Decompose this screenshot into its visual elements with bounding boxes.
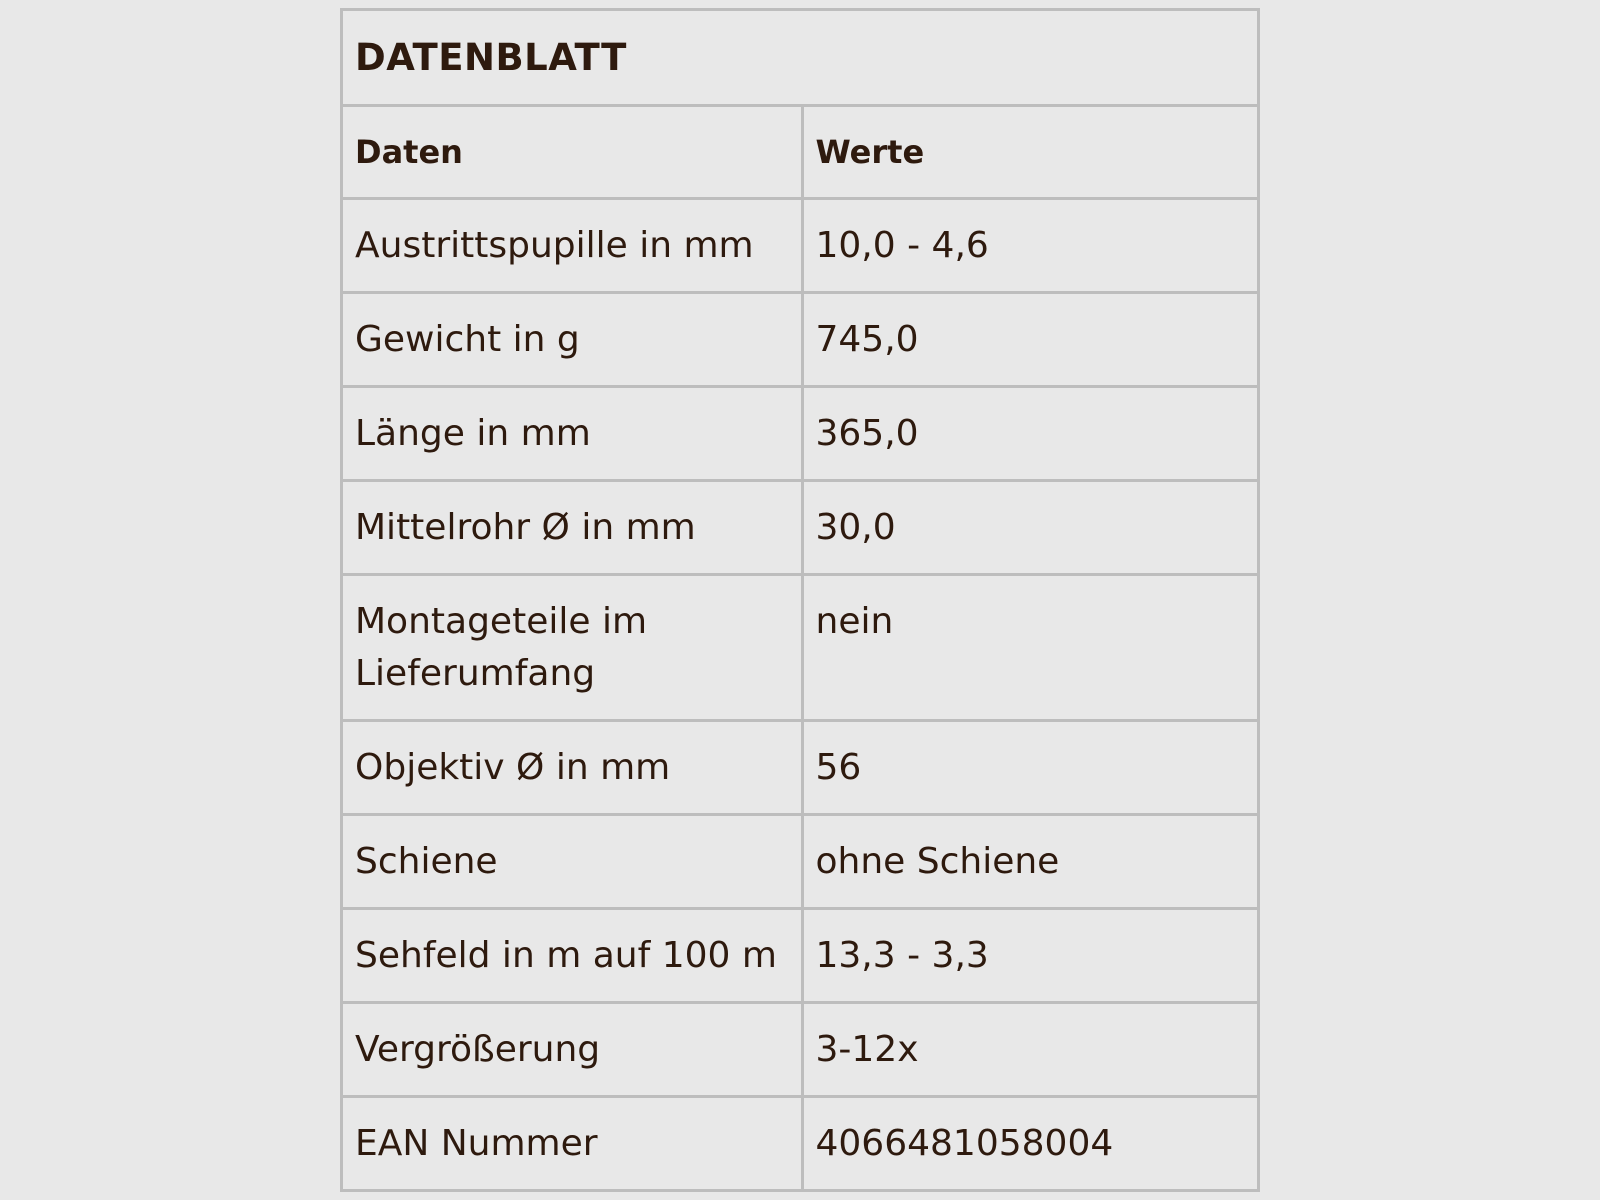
table-row xyxy=(343,198,1257,292)
datasheet-table xyxy=(343,11,1257,1189)
row-value: 56 xyxy=(802,720,1257,814)
row-label: EAN Nummer xyxy=(343,1096,802,1189)
row-value: ohne Schiene xyxy=(802,814,1257,908)
row-label: Mittelrohr Ø in mm xyxy=(343,480,802,574)
table-row xyxy=(343,1002,1257,1096)
row-value: 4066481058004 xyxy=(802,1096,1257,1189)
datasheet-table-container xyxy=(340,8,1260,1192)
row-label: Gewicht in g xyxy=(343,292,802,386)
row-value: 30,0 xyxy=(802,480,1257,574)
table-row xyxy=(343,720,1257,814)
table-row xyxy=(343,292,1257,386)
table-row xyxy=(343,386,1257,480)
row-label: Montageteile im Lieferumfang xyxy=(343,574,802,720)
title-row xyxy=(343,11,1257,105)
row-value: 745,0 xyxy=(802,292,1257,386)
row-value: 13,3 - 3,3 xyxy=(802,908,1257,1002)
table-row xyxy=(343,1096,1257,1189)
row-value: 10,0 - 4,6 xyxy=(802,198,1257,292)
header-row xyxy=(343,105,1257,198)
datasheet-title: DATENBLATT xyxy=(343,11,1257,105)
table-row xyxy=(343,814,1257,908)
row-value: 365,0 xyxy=(802,386,1257,480)
table-row xyxy=(343,574,1257,720)
row-value: 3-12x xyxy=(802,1002,1257,1096)
column-header-werte: Werte xyxy=(802,105,1257,198)
column-header-daten: Daten xyxy=(343,105,802,198)
table-row xyxy=(343,480,1257,574)
row-label: Länge in mm xyxy=(343,386,802,480)
row-value: nein xyxy=(802,574,1257,720)
row-label: Vergrößerung xyxy=(343,1002,802,1096)
table-row xyxy=(343,908,1257,1002)
row-label: Austrittspupille in mm xyxy=(343,198,802,292)
row-label: Objektiv Ø in mm xyxy=(343,720,802,814)
row-label: Schiene xyxy=(343,814,802,908)
row-label: Sehfeld in m auf 100 m xyxy=(343,908,802,1002)
